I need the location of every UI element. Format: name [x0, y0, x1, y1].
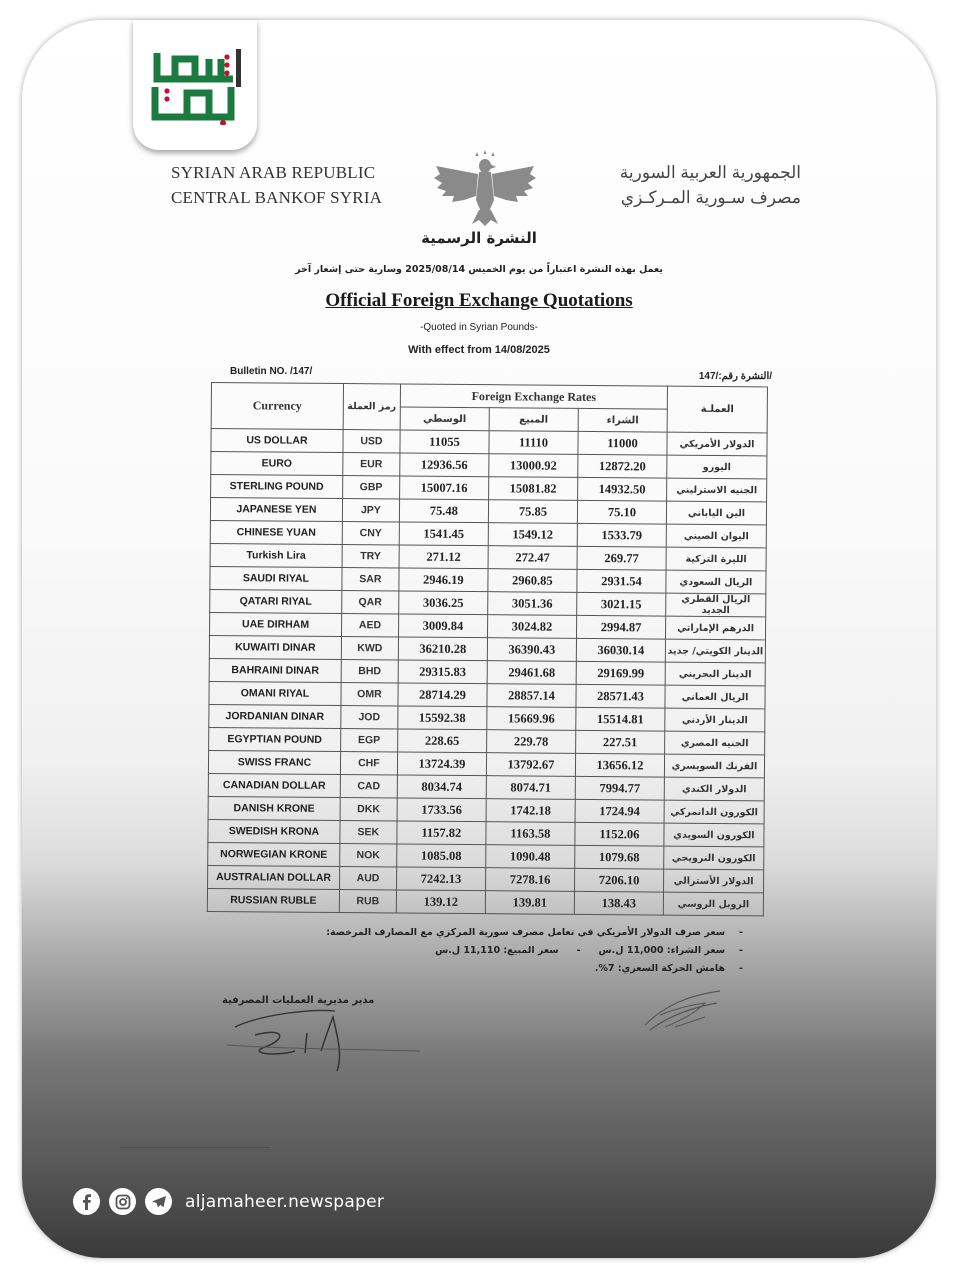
currency-name-ar: الدرهم الإماراتي — [665, 616, 765, 640]
table-header-row — [211, 383, 767, 410]
currency-name-ar: الكورون الدانمركي — [664, 800, 764, 824]
quoted-currency-note: -Quoted in Syrian Pounds- — [420, 322, 538, 333]
buy-rate: 227.51 — [576, 730, 665, 754]
usd-notes — [326, 924, 743, 978]
currency-code: AED — [341, 614, 398, 637]
mid-rate: 12936.56 — [400, 453, 489, 477]
social-footer — [73, 1188, 384, 1215]
sell-rate: 36390.43 — [487, 638, 576, 662]
currency-name: UAE DIRHAM — [210, 612, 342, 636]
sell-rate: 3024.82 — [487, 615, 576, 639]
bulletin-title-en: Official Foreign Exchange Quotations — [325, 290, 633, 311]
effective-date: With effect from 14/08/2025 — [408, 344, 550, 356]
mid-rate: 1157.82 — [397, 821, 486, 845]
bulletin-number-en: Bulletin NO. /147/ — [230, 366, 313, 377]
currency-name: CANADIAN DOLLAR — [208, 773, 340, 797]
currency-name-ar: الليرة التركية — [666, 547, 766, 571]
price-margin: هامش الحركة السعري: 7%. — [594, 963, 726, 974]
currency-name: AUSTRALIAN DOLLAR — [208, 865, 340, 889]
header-fx-rates: Foreign Exchange Rates — [400, 384, 667, 409]
mid-rate: 139.12 — [396, 890, 485, 914]
currency-code: TRY — [342, 545, 399, 568]
currency-name-ar: اليوان الصيني — [666, 524, 766, 548]
instagram-icon[interactable] — [109, 1188, 136, 1215]
currency-name: KUWAITI DINAR — [209, 635, 341, 659]
note-line-1: -سعر صرف الدولار الأمريكي في تعامل مصرف سورية المركزي مع المصارف المرخصة: — [326, 927, 743, 938]
mid-rate: 1541.45 — [399, 522, 488, 546]
buy-rate: 13656.12 — [575, 753, 664, 777]
buy-rate: 11000 — [578, 431, 667, 455]
currency-name: CHINESE YUAN — [210, 520, 342, 544]
buy-rate: 36030.14 — [576, 638, 665, 662]
buy-rate: 7994.77 — [575, 776, 664, 800]
currency-name: SWEDISH KRONA — [208, 819, 340, 843]
currency-name-ar: الجنيه المصري — [665, 731, 765, 755]
currency-name: US DOLLAR — [211, 429, 343, 453]
currency-name-ar: الدينار الكويتي/ جديد — [665, 639, 765, 663]
currency-name: Turkish Lira — [210, 543, 342, 567]
sell-rate: 1090.48 — [486, 845, 575, 869]
buy-rate: 2931.54 — [577, 569, 666, 593]
header-mid: الوسطي — [400, 407, 489, 431]
buy-rate: 29169.99 — [576, 661, 665, 685]
currency-code: CAD — [340, 775, 397, 798]
table-body — [207, 429, 767, 916]
bulletin-number-ar: النشرة رقم:/147/ — [698, 371, 772, 382]
currency-code: KWD — [341, 637, 398, 660]
currency-code: CHF — [340, 752, 397, 775]
currency-code: JPY — [342, 499, 399, 522]
buy-rate: 1152.06 — [575, 822, 664, 846]
sell-rate: 13000.92 — [489, 454, 578, 478]
mid-rate: 271.12 — [399, 545, 488, 569]
republic-name-en: SYRIAN ARAB REPUBLIC — [171, 163, 376, 182]
note-line-2: -سعر الشراء: 11,000 ل.س-سعر المبيع: 11,110 ل.س — [435, 945, 743, 956]
footer-divider — [120, 1147, 270, 1148]
signer-title: مدير مديرية العمليات المصرفية — [222, 995, 375, 1006]
currency-name: JORDANIAN DINAR — [209, 704, 341, 728]
buy-rate: 1533.79 — [577, 523, 666, 547]
sell-rate: 7278.16 — [485, 868, 574, 892]
sell-rate: 1163.58 — [486, 822, 575, 846]
buy-rate: 7206.10 — [574, 868, 663, 892]
initials-signature — [635, 985, 725, 1035]
newspaper-logo — [133, 20, 257, 150]
currency-name-ar: الروبل الروسي — [663, 892, 763, 916]
currency-name-ar: الدولار الأسترالي — [663, 869, 763, 893]
sell-rate: 75.85 — [488, 500, 577, 524]
letterhead-arabic — [620, 160, 801, 210]
director-signature — [225, 1005, 425, 1075]
currency-code: JOD — [341, 706, 398, 729]
buy-rate: 1079.68 — [575, 845, 664, 869]
currency-name-ar: الكورون السويدي — [664, 823, 764, 847]
currency-code: AUD — [339, 867, 396, 890]
currency-code: QAR — [342, 591, 399, 614]
aljamaheer-logo-icon — [143, 45, 247, 125]
mid-rate: 7242.13 — [396, 867, 485, 891]
currency-name-ar: الدينار البحريني — [665, 662, 765, 686]
header-buy: الشراء — [578, 408, 667, 432]
currency-code: CNY — [342, 522, 399, 545]
currency-name-ar: الدولار الأمريكي — [667, 432, 767, 456]
usd-sell-rate: سعر المبيع: 11,110 ل.س — [435, 945, 559, 956]
currency-name: SAUDI RIYAL — [210, 566, 342, 590]
currency-name-ar: الكورون النرويجي — [664, 846, 764, 870]
note-line-3: -هامش الحركة السعري: 7%. — [594, 963, 743, 974]
buy-rate: 75.10 — [577, 500, 666, 524]
currency-name-ar: اليورو — [667, 455, 767, 479]
header-currency-ar: العملـة — [667, 386, 767, 433]
sell-rate: 15669.96 — [487, 707, 576, 731]
sell-rate: 139.81 — [485, 891, 574, 915]
buy-rate: 3021.15 — [577, 592, 666, 616]
sell-rate: 229.78 — [487, 730, 576, 754]
sell-rate: 2960.85 — [488, 569, 577, 593]
currency-name-ar: الريال السعودي — [666, 570, 766, 594]
currency-name-ar: الدينار الأردني — [665, 708, 765, 732]
mid-rate: 15592.38 — [398, 706, 487, 730]
buy-rate: 2994.87 — [576, 615, 665, 639]
currency-name: NORWEGIAN KRONE — [208, 842, 340, 866]
sell-rate: 3051.36 — [488, 592, 577, 616]
header-sell: المبيع — [489, 408, 578, 432]
sell-rate: 11110 — [489, 431, 578, 455]
currency-code: GBP — [343, 476, 400, 499]
exchange-rates-table — [207, 382, 768, 916]
letterhead-english — [171, 160, 382, 210]
currency-code: SAR — [342, 568, 399, 591]
mid-rate: 13724.39 — [397, 752, 486, 776]
currency-name: BAHRAINI DINAR — [209, 658, 341, 682]
bank-name-ar: مصرف سـورية المـركـزي — [620, 188, 801, 207]
social-handle[interactable]: aljamaheer.newspaper — [185, 1191, 385, 1212]
buy-rate: 15514.81 — [576, 707, 665, 731]
currency-name-ar: الفرنك السويسري — [664, 754, 764, 778]
currency-name: STERLING POUND — [211, 475, 343, 499]
currency-code: USD — [343, 430, 400, 453]
currency-code: DKK — [340, 798, 397, 821]
mid-rate: 75.48 — [399, 499, 488, 523]
bulletin-subtitle-ar: يعمل بهذه النشرة اعتباراً من يوم الخميس 2025/08/14 وسارية حتى إشعار آخر — [295, 264, 663, 275]
currency-name-ar: الريال العماني — [665, 685, 765, 709]
mid-rate: 3009.84 — [398, 614, 487, 638]
currency-name: OMANI RIYAL — [209, 681, 341, 705]
currency-name-ar: الين الياباني — [666, 501, 766, 525]
sell-rate: 28857.14 — [487, 684, 576, 708]
mid-rate: 1733.56 — [397, 798, 486, 822]
buy-rate: 28571.43 — [576, 684, 665, 708]
currency-name: JAPANESE YEN — [210, 498, 342, 522]
buy-rate: 138.43 — [574, 891, 663, 915]
currency-name: QATARI RIYAL — [210, 589, 342, 613]
currency-code: SEK — [340, 821, 397, 844]
mid-rate: 3036.25 — [399, 591, 488, 615]
bank-name-en: CENTRAL BANKOF SYRIA — [171, 188, 383, 207]
currency-name-ar: الريال القطري الجديد — [666, 593, 766, 617]
mid-rate: 15007.16 — [399, 476, 488, 500]
sell-rate: 29461.68 — [487, 661, 576, 685]
sell-rate: 1742.18 — [486, 799, 575, 823]
sell-rate: 272.47 — [488, 546, 577, 570]
mid-rate: 29315.83 — [398, 660, 487, 684]
mid-rate: 228.65 — [397, 729, 486, 753]
buy-rate: 12872.20 — [578, 454, 667, 478]
sell-rate: 1549.12 — [488, 523, 577, 547]
currency-name-ar: الجنيه الاسترليني — [667, 478, 767, 502]
mid-rate: 8034.74 — [397, 775, 486, 799]
table-row — [207, 888, 763, 915]
republic-name-ar: الجمهورية العربية السورية — [619, 163, 801, 182]
currency-name-ar: الدولار الكندي — [664, 777, 764, 801]
currency-code: EUR — [343, 453, 400, 476]
mid-rate: 2946.19 — [399, 568, 488, 592]
currency-code: OMR — [341, 683, 398, 706]
mid-rate: 36210.28 — [398, 637, 487, 661]
currency-name: EURO — [211, 452, 343, 476]
buy-rate: 269.77 — [577, 546, 666, 570]
header-currency: Currency — [211, 383, 343, 430]
currency-code: RUB — [339, 890, 396, 913]
sell-rate: 15081.82 — [489, 477, 578, 501]
currency-code: EGP — [341, 729, 398, 752]
currency-name: EGYPTIAN POUND — [209, 727, 341, 751]
bulletin-title-ar: النشرة الرسمية — [421, 229, 537, 247]
usd-buy-rate: سعر الشراء: 11,000 ل.س — [598, 945, 726, 956]
currency-code: BHD — [341, 660, 398, 683]
currency-code: NOK — [340, 844, 397, 867]
telegram-icon[interactable] — [145, 1188, 172, 1215]
currency-name: SWISS FRANC — [208, 750, 340, 774]
buy-rate: 1724.94 — [575, 799, 664, 823]
mid-rate: 28714.29 — [398, 683, 487, 707]
eagle-emblem-icon — [432, 148, 538, 226]
mid-rate: 1085.08 — [397, 844, 486, 868]
currency-name: DANISH KRONE — [208, 796, 340, 820]
currency-name: RUSSIAN RUBLE — [207, 888, 339, 912]
sell-rate: 8074.71 — [486, 776, 575, 800]
sell-rate: 13792.67 — [486, 753, 575, 777]
mid-rate: 11055 — [400, 430, 489, 454]
header-code-ar: رمز العملة — [343, 384, 400, 430]
buy-rate: 14932.50 — [578, 477, 667, 501]
facebook-icon[interactable] — [73, 1188, 100, 1215]
